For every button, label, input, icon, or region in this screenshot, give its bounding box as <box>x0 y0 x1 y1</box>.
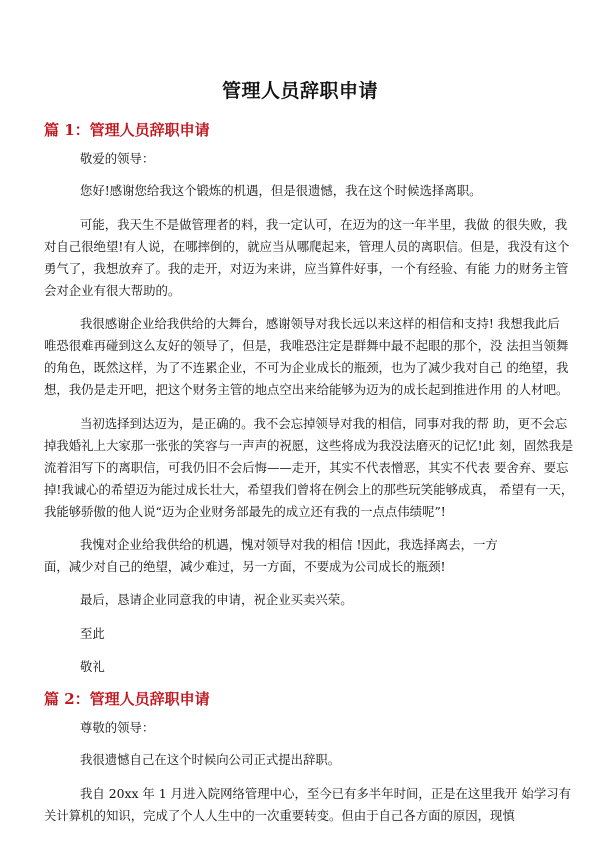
section-1-heading: 篇 1：管理人员辞职申请 <box>44 121 210 139</box>
salutation-1: 敬爱的领导： <box>80 151 155 166</box>
s1-closing-2: 敬礼 <box>80 659 105 674</box>
s1-p4-line-1: 当初选择到达迈为，是正确的。我不会忘掉领导对我的相信，同事对我的帮 助，更不会忘 <box>80 416 568 431</box>
salutation-2: 尊敬的领导： <box>80 720 155 735</box>
section-2-heading: 篇 2：管理人员辞职申请 <box>44 690 210 708</box>
s1-p3-line-2: 唯恐很难再碰到这么友好的领导了，但是，我唯恐注定是群舞中最不起眼的那个，没 法担当领舞 <box>44 338 569 353</box>
s1-p2-line-4: 会对企业有很大帮助的。 <box>44 283 181 298</box>
s1-p2-line-2: 对自己很绝望!有人说，在哪摔倒的，就应当从哪爬起来，管理人员的离职信。但是，我没有这个 <box>44 239 570 254</box>
s1-p5-line-1: 我愧对企业给我供给的机遇，愧对领导对我的相信 !因此，我选择离去，一方 <box>80 537 498 552</box>
document-title: 管理人员辞职申请 <box>221 80 378 102</box>
s1-p3-line-1: 我很感谢企业给我供给的大舞台，感谢领导对我长远以来这样的相信和支持! 我想我此后 <box>80 316 560 331</box>
s1-p4-line-2: 掉我婚礼上大家那一张张的笑容与一声声的祝愿，这些将成为我没法磨灭的记忆!此 刻，固然我是 <box>44 438 574 453</box>
s1-p5-line-2: 面，减少对自己的绝望，减少难过，另一方面，不要成为公司成长的瓶颈! <box>44 559 446 574</box>
s1-p3-line-3: 的角色，既然这样，为了不连累企业，不可为企业成长的瓶颈，也为了减少我对自己 的绝望，我 <box>44 360 569 375</box>
s2-p2-line-1: 我自 20xx 年 1 月进入院网络管理中心，至今已有多半年时间，正是在这里我开 始学习有 <box>80 786 571 801</box>
s1-p2-line-3: 勇气了，我想放弃了。我的走开，对迈为来讲，应当算件好事，一个有经验、有能 力的财务主管 <box>44 261 569 276</box>
s2-paragraph-1: 我很遗憾自己在这个时候向公司正式提出辞职。 <box>80 752 341 767</box>
s1-paragraph-1: 您好!感谢您给我这个锻炼的机遇，但是很遗憾，我在这个时候选择离职。 <box>80 183 482 198</box>
s1-p4-line-3: 流着泪写下的离职信，可我仍旧不会后悔——走开，其实不代表憎恶，其实不代表 要舍弃、要忘 <box>44 460 569 475</box>
s1-p2-line-1: 可能，我天生不是做管理者的料，我一定认可，在迈为的这一年半里，我做 的很失败，我 <box>80 217 568 232</box>
s1-p3-line-4: 想，我仍是走开吧，把这个财务主管的地点空出来给能够为迈为的成长起到推进作用 的人材吧。 <box>44 382 569 397</box>
s2-p2-line-2: 关计算机的知识，完成了个人人生中的一次重要转变。但由于自己各方面的原因，现慎 <box>44 808 515 823</box>
s1-p4-line-5: 我能够骄傲的他人说“迈为企业财务部最先的成立还有我的一点点伟绩呢”! <box>44 504 446 519</box>
s1-p4-line-4: 掉!我诚心的希望迈为能过成长壮大，希望我们曾将在例会上的那些玩笑能够成真， 希望有一天， <box>44 482 574 497</box>
s1-paragraph-6: 最后，恳请企业同意我的申请，祝企业买卖兴荣。 <box>80 592 353 607</box>
s1-closing-1: 至此 <box>80 626 105 641</box>
